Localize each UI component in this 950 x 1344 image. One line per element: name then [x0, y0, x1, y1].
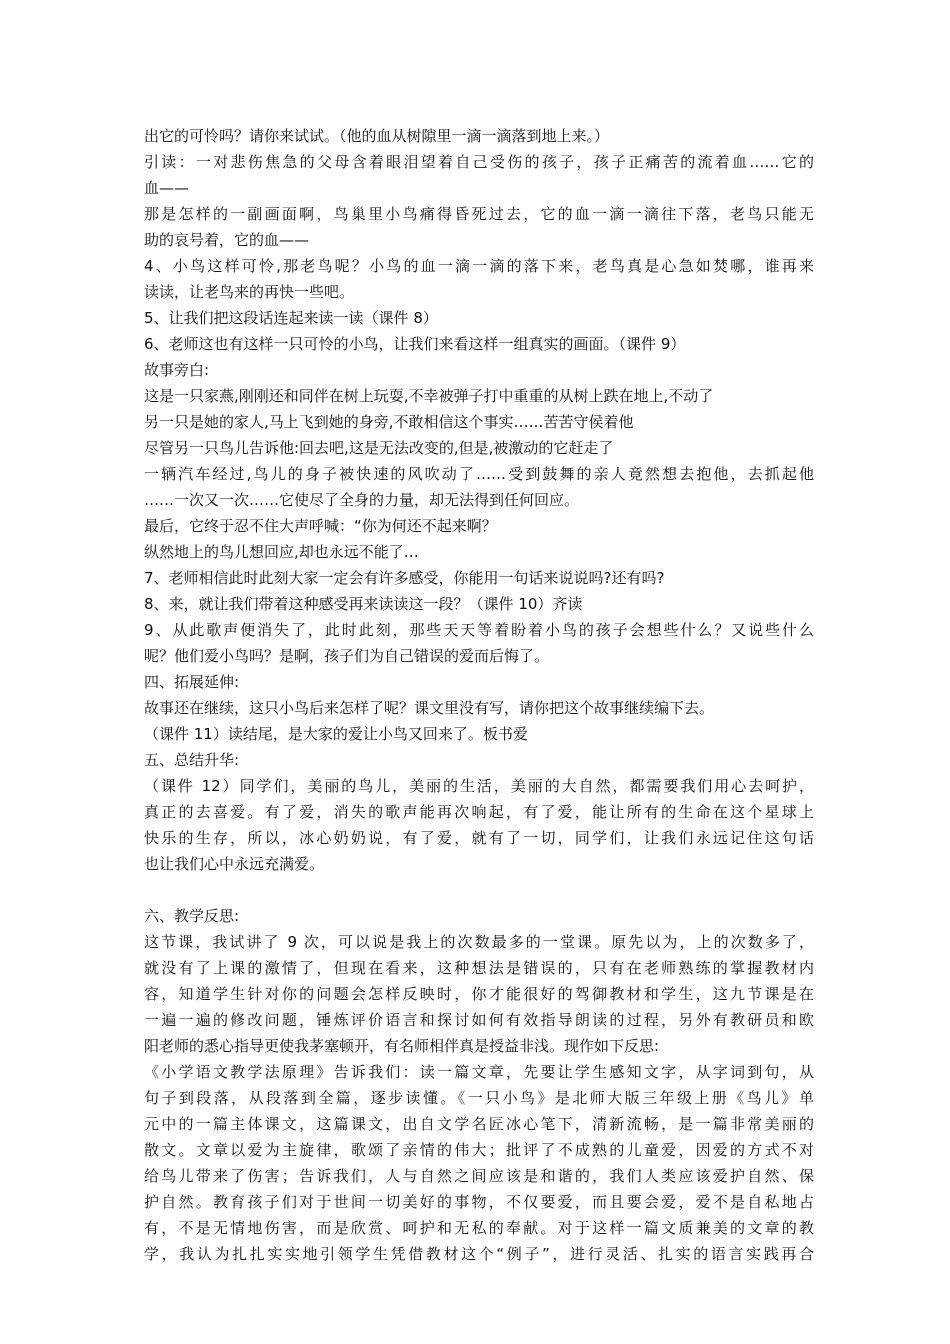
- text-line: 真正的去喜爱。有了爱，消失的歌声能再次响起，有了爱，能让所有的生命在这个星球上: [144, 803, 814, 821]
- text-line: 助的哀号着，它的血——: [144, 231, 310, 249]
- text-line: 也让我们心中永远充满爱。: [144, 855, 325, 873]
- text-line: 容，知道学生针对你的问题会怎样反映时，你才能很好的驾御教材和学生，这九节课是在: [144, 985, 814, 1003]
- text-line: 有，不是无情地伤害，而是欣赏、呵护和无私的奉献。对于这样一篇文质兼美的文章的教: [144, 1219, 814, 1237]
- text-line: 8、来，就让我们带着这种感受再来读读这一段？（课件 10）齐读: [144, 595, 583, 613]
- text-line: 护自然。教育孩子们对于世间一切美好的事物，不仅要爱，而且要会爱，爱不是自私地占: [144, 1193, 814, 1211]
- text-line: 尽管另一只鸟儿告诉他:回去吧,这是无法改变的,但是,被激动的它赶走了: [144, 439, 614, 457]
- text-line: 元中的一篇主体课文，这篇课文，出自文学名匠冰心笔下，清新流畅，是一篇非常美丽的: [144, 1115, 814, 1133]
- text-line: （课件 11）读结尾，是大家的爱让小鸟又回来了。板书爱: [144, 725, 528, 743]
- text-line: 4、小鸟这样可怜,那老鸟呢？小鸟的血一滴一滴的落下来，老鸟真是心急如焚哪，谁再来: [144, 257, 814, 275]
- text-line: 《小学语文教学法原理》告诉我们：读一篇文章，先要让学生感知文字，从字词到句，从: [144, 1063, 814, 1081]
- text-line: 给鸟儿带来了伤害；告诉我们，人与自然之间应该是和谐的，我们人类应该爱护自然、保: [144, 1167, 814, 1185]
- text-line: 最后，它终于忍不住大声呼喊：“你为何还不起来啊？: [144, 517, 497, 535]
- text-line: 6、老师这也有这样一只可怜的小鸟，让我们来看这样一组真实的画面。（课件 9）: [144, 335, 686, 353]
- text-line: ……一次又一次……它使尽了全身的力量，却无法得到任何回应。: [144, 491, 580, 509]
- text-line: 学，我认为扎扎实实地引领学生凭借教材这个“例子”，进行灵活、扎实的语言实践再合: [144, 1245, 814, 1263]
- text-line: 血——: [144, 179, 190, 197]
- text-line: 另一只是她的家人,马上飞到她的身旁,不敢相信这个事实……苦苦守侯着他: [144, 413, 634, 431]
- text-line: 那是怎样的一副画面啊，鸟巢里小鸟痛得昏死过去，它的血一滴一滴往下落，老鸟只能无: [144, 205, 814, 223]
- text-line: 句子到段落，从段落到全篇，逐步读懂。《一只小鸟》是北师大版三年级上册《鸟儿》单: [144, 1089, 814, 1107]
- text-line: 5、让我们把这段话连起来读一读（课件 8）: [144, 309, 438, 327]
- section-heading: 五、总结升华:: [144, 751, 240, 769]
- text-line: 这是一只家燕,刚刚还和同伴在树上玩耍,不幸被弹子打中重重的从树上跌在地上,不动了: [144, 387, 714, 405]
- text-line: 这节课，我试讲了 9 次，可以说是我上的次数最多的一堂课。原先以为，上的次数多了，: [144, 933, 814, 951]
- text-line: 读读，让老鸟来的再快一些吧。: [144, 283, 355, 301]
- text-line: 出它的可怜吗？请你来试试。（他的血从树隙里一滴一滴落到地上来。）: [144, 127, 610, 145]
- text-line: 故事还在继续，这只小鸟后来怎样了呢？课文里没有写，请你把这个故事继续编下去。: [144, 699, 715, 717]
- blank-line: [144, 877, 814, 903]
- text-line: 阳老师的悉心指导更使我茅塞顿开，有名师相伴真是授益非浅。现作如下反思:: [144, 1037, 660, 1055]
- text-line: 纵然地上的鸟儿想回应,却也永远不能了…: [144, 543, 419, 561]
- text-line: 快乐的生存，所以，冰心奶奶说，有了爱，就有了一切，同学们，让我们永远记住这句话: [144, 829, 814, 847]
- text-line: 散文。文章以爱为主旋律，歌颂了亲情的伟大；批评了不成熟的儿童爱，因爱的方式不对: [144, 1141, 814, 1159]
- section-heading: 四、拓展延伸:: [144, 673, 240, 691]
- text-line: 7、老师相信此时此刻大家一定会有许多感受，你能用一句话来说说吗?还有吗?: [144, 569, 665, 587]
- text-line: 9、从此歌声便消失了，此时此刻，那些天天等着盼着小鸟的孩子会想些什么？又说些什么: [144, 621, 814, 639]
- section-heading: 六、教学反思:: [144, 907, 240, 925]
- text-line: 一遍一遍的修改问题，锤炼评价语言和探讨如何有效指导朗读的过程，另外有教研员和欧: [144, 1011, 814, 1029]
- section-heading: 故事旁白:: [144, 361, 210, 379]
- text-line: 就没有了上课的激情了，但现在看来，这种想法是错误的，只有在老师熟练的掌握教材内: [144, 959, 814, 977]
- text-line: 一辆汽车经过,鸟儿的身子被快速的风吹动了……受到鼓舞的亲人竟然想去抱他，去抓起他: [144, 465, 814, 483]
- text-line: （课件 12）同学们，美丽的鸟儿，美丽的生活，美丽的大自然，都需要我们用心去呵护，: [144, 777, 814, 795]
- text-line: 引读：一对悲伤焦急的父母含着眼泪望着自己受伤的孩子，孩子正痛苦的流着血……它的: [144, 153, 814, 171]
- text-line: 呢？他们爱小鸟吗？是啊，孩子们为自己错误的爱而后悔了。: [144, 647, 550, 665]
- document-page: [144, 123, 814, 1267]
